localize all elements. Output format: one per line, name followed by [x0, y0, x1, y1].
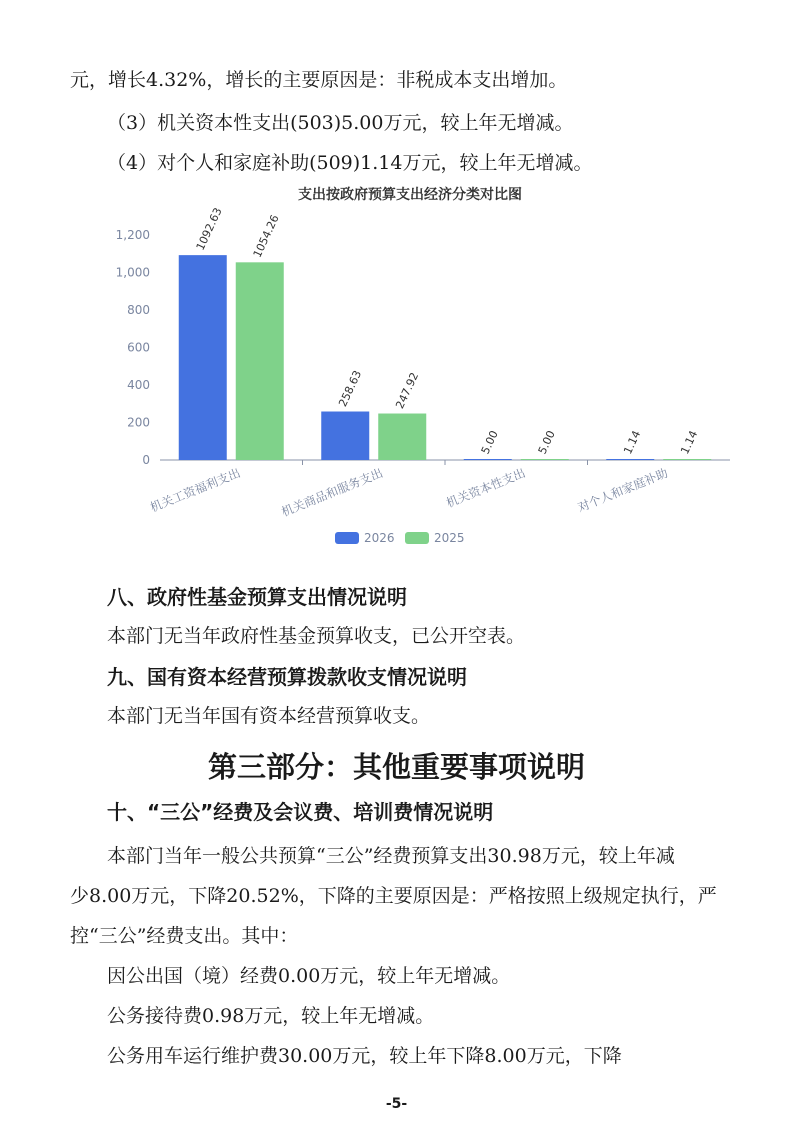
- data-label: 1.14: [678, 428, 701, 457]
- data-label: 258.63: [336, 368, 365, 409]
- paragraph-line: 公务用车运行维护费30.00万元，较上年下降8.00万元，下降: [107, 1045, 622, 1067]
- bar: [378, 414, 426, 460]
- category-label: 机关资本性支出: [444, 465, 528, 511]
- section-heading: 九、国有资本经营预算拨款收支情况说明: [107, 665, 467, 689]
- section-heading: 十、“三公”经费及会议费、培训费情况说明: [107, 800, 494, 824]
- data-label: 1.14: [621, 428, 644, 457]
- category-label: 机关工资福利支出: [148, 465, 243, 515]
- legend-swatch: [335, 532, 359, 544]
- part-title: 第三部分：其他重要事项说明: [207, 750, 585, 784]
- y-tick-label: 0: [142, 453, 150, 467]
- bar: [521, 459, 569, 460]
- bar: [321, 412, 369, 460]
- bar-chart: [80, 180, 740, 560]
- paragraph-line: 少8.00万元，下降20.52%，下降的主要原因是：严格按照上级规定执行，严: [70, 885, 717, 907]
- legend-swatch: [405, 532, 429, 544]
- bar: [464, 459, 512, 460]
- data-label: 5.00: [535, 428, 558, 457]
- legend-label: 2026: [364, 531, 395, 545]
- paragraph-line: 控“三公”经费支出。其中：: [70, 925, 299, 947]
- section-heading: 八、政府性基金预算支出情况说明: [107, 585, 407, 609]
- category-label: 机关商品和服务支出: [279, 465, 385, 520]
- data-label: 247.92: [393, 370, 422, 411]
- paragraph-line: 因公出国（境）经费0.00万元，较上年无增减。: [107, 965, 511, 987]
- paragraph-line: 公务接待费0.98万元，较上年无增减。: [107, 1005, 435, 1027]
- paragraph-line: 本部门当年一般公共预算“三公”经费预算支出30.98万元，较上年减: [107, 845, 675, 867]
- paragraph-line: （4）对个人和家庭补助(509)1.14万元，较上年无增减。: [107, 152, 593, 174]
- y-tick-label: 1,000: [115, 265, 150, 280]
- y-tick-label: 600: [127, 340, 150, 355]
- paragraph-line: （3）机关资本性支出(503)5.00万元，较上年无增减。: [107, 112, 574, 134]
- category-label: 对个人和家庭补助: [575, 465, 670, 515]
- page-number: -5-: [385, 1096, 408, 1112]
- data-label: 1092.63: [193, 205, 225, 253]
- bar: [606, 459, 654, 460]
- data-label: 5.00: [478, 428, 501, 457]
- bar: [663, 459, 711, 460]
- y-tick-label: 200: [127, 415, 150, 430]
- y-tick-label: 1,200: [115, 228, 150, 242]
- chart-title: 支出按政府预算支出经济分类对比图: [298, 187, 522, 203]
- bar: [236, 262, 284, 460]
- y-tick-label: 800: [127, 303, 150, 317]
- section-body: 本部门无当年政府性基金预算收支，已公开空表。: [107, 625, 526, 647]
- y-tick-label: 400: [127, 378, 150, 392]
- legend-label: 2025: [434, 531, 465, 545]
- bar: [179, 255, 227, 460]
- paragraph-line: 元，增长4.32%，增长的主要原因是：非税成本支出增加。: [70, 69, 568, 91]
- data-label: 1054.26: [250, 212, 282, 260]
- section-body: 本部门无当年国有资本经营预算收支。: [107, 705, 431, 727]
